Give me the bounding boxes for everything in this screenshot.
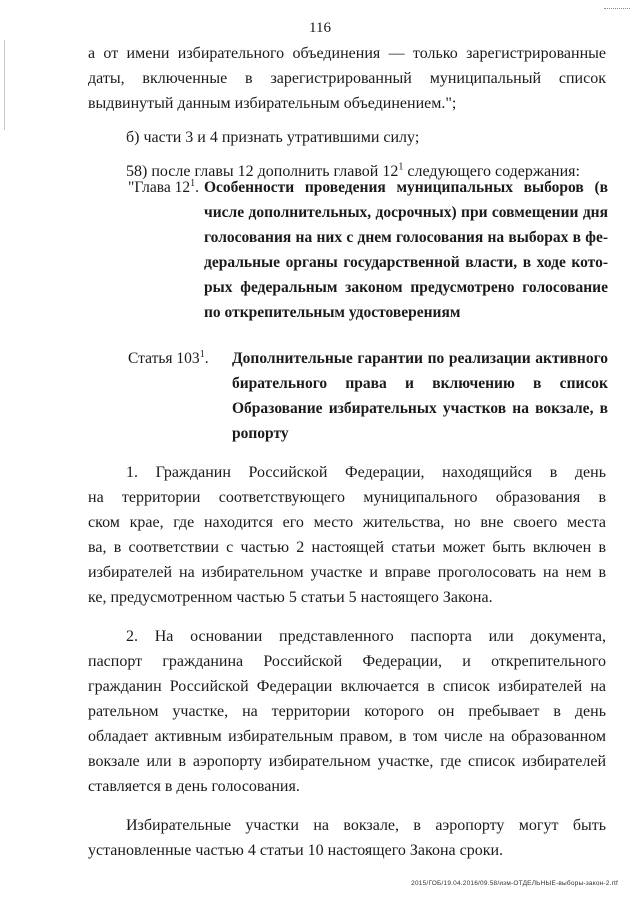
intro-line: даты, включенные в зарегистрированный муниципальный список xyxy=(88,70,606,87)
chapter-title-line: голосования на них с днем голосования на выборах в фе- xyxy=(204,229,608,246)
intro-line: выдвинутый данным избирательным объединением."; xyxy=(88,95,457,112)
item-b-line: б) части 3 и 4 признать утратившими силу; xyxy=(126,129,420,146)
intro-text xyxy=(88,41,606,184)
chapter-label-prefix: "Глава 12 xyxy=(128,179,191,196)
page-number: 116 xyxy=(309,20,331,36)
article-label-sup: 1 xyxy=(199,348,205,360)
chapter-title-line: числе дополнительных, досрочных) при совмещении дня xyxy=(204,204,608,221)
article-title-line: Дополнительные гарантии по реализации активного xyxy=(232,350,608,367)
article-label-suffix: . xyxy=(204,350,209,367)
chapter-label-sup: 1 xyxy=(190,177,196,189)
paragraph-line: Избирательные участки на вокзале, в аэропорту могут быть xyxy=(126,817,606,835)
paragraph-line: ставляется в день голосования. xyxy=(88,778,300,796)
paragraph-line: вокзале или в аэропорту избирательном участке, где список избирателей xyxy=(88,753,606,771)
chapter-title xyxy=(204,175,608,327)
paragraph-line: установленные частью 4 статьи 10 настоящего Закона сроки. xyxy=(88,842,504,860)
paragraph-line: гражданин Российской Федерации включается в список избирателей на xyxy=(88,678,606,696)
scan-margin-mark xyxy=(4,40,5,130)
chapter-label xyxy=(128,175,199,202)
paragraph-1 xyxy=(88,460,606,610)
scan-corner-mark xyxy=(604,8,630,11)
paragraph-line: избирателей на избирательном участке и вправе проголосовать на нем в xyxy=(88,564,606,581)
item-58-before: 58) после главы 12 дополнить главой 12 xyxy=(126,163,399,180)
intro-line: а от имени избирательного объединения — только зарегистрированные xyxy=(88,45,606,62)
paragraph-2 xyxy=(88,624,606,799)
paragraph-line: обладает активным избирательным правом, в том числе на образованном xyxy=(88,728,606,746)
article-label xyxy=(128,346,209,373)
chapter-title-line: деральные органы государственной власти, в ходе кото- xyxy=(204,254,608,271)
item-58-after: следующего содержания: xyxy=(403,163,580,180)
chapter-title-line: по открепительным удостоверениям xyxy=(204,304,461,321)
paragraph-line: рательном участке, на территории которого он пребывает в день xyxy=(88,703,606,721)
paragraph-line: 2. На основании представленного паспорта или документа, xyxy=(126,628,606,646)
paragraph-line: 1. Гражданин Российской Федерации, находящийся в день xyxy=(126,464,606,481)
paragraph-line: ке, предусмотренном частью 5 статьи 5 настоящего Закона. xyxy=(88,589,493,606)
chapter-title-line: Особенности проведения муниципальных выборов (в xyxy=(204,179,608,196)
article-title-line: ропорту xyxy=(232,425,289,442)
paragraph-line: ва, в соответствии с частью 2 настоящей статьи может быть включен в xyxy=(88,539,606,556)
paragraph-line: на территории соответствующего муниципального образования в xyxy=(88,489,606,506)
article-body xyxy=(88,460,606,864)
file-path-footer: 2015/ГОБ/19.04.2016/09.58/изм-ОТДЕЛЬНЫЕ-выборы-закон-2.rtf xyxy=(411,880,618,887)
chapter-label-suffix: . xyxy=(195,179,199,196)
item-58-sup: 1 xyxy=(398,161,404,173)
paragraph-line: ском крае, где находится его место жительства, но вне своего места xyxy=(88,514,606,531)
article-title xyxy=(232,346,608,448)
article-label-prefix: Статья 103 xyxy=(128,350,200,367)
paragraph-line: паспорт гражданина Российской Федерации, и открепительного xyxy=(88,653,606,671)
chapter-title-line: рых федеральным законом предусмотрено голосование xyxy=(204,279,608,296)
article-title-line: Образование избирательных участков на вокзале, в xyxy=(232,400,608,417)
paragraph-3 xyxy=(88,813,606,863)
article-title-line: бирательного права и включению в список xyxy=(232,375,608,392)
